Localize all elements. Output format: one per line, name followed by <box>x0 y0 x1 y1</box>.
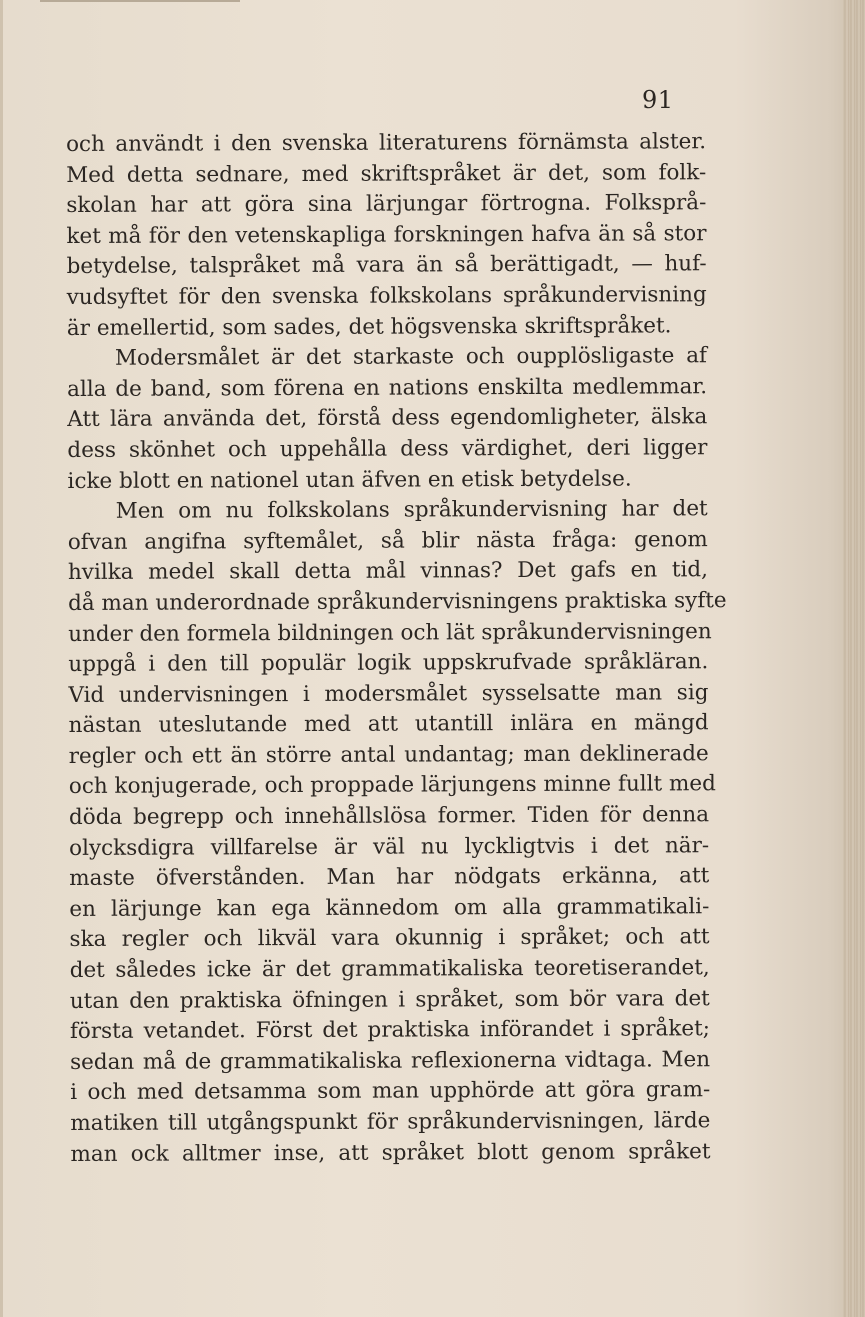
text-line: och konjugerade, och proppade lärjungens minne fullt med <box>68 771 716 800</box>
text-line: det således icke är det grammatikaliska teoretiserandet, <box>69 955 710 984</box>
text-line: hvilka medel skall detta mål vinnas? Det gafs en tid, <box>67 557 708 586</box>
text-line: skolan har att göra sina lärjungar förtrogna. Folksprå- <box>66 190 707 219</box>
text-line: döda begrepp och innehållslösa former. Tiden för denna <box>68 802 710 831</box>
text-line: då man underordnade språkundervisningens praktiska syfte <box>68 588 727 616</box>
text-line: en lärjunge kan ega kännedom om alla grammatikali- <box>69 894 710 922</box>
text-line: Modersmålet är det starkaste och oupplösligaste af <box>114 343 708 371</box>
text-line: i och med detsamma som man upphörde att göra gram- <box>70 1077 711 1106</box>
text-line: dess skönhet och uppehålla dess värdighet, deri ligger <box>67 435 708 463</box>
text-line: uppgå i den till populär logik uppskrufvade språkläran. <box>68 649 709 678</box>
text-line: är emellertid, som sades, det högsvenska skriftspråket. <box>66 312 672 341</box>
text-line: olycksdigra villfarelse är väl nu lyckligtvis i det när- <box>69 832 710 861</box>
text-line: vudsyftet för den svenska folkskolans språkundervisning <box>66 282 707 310</box>
text-line: och användt i den svenska literaturens förnämsta alster. <box>66 129 707 157</box>
text-line: maste öfverstånden. Man har nödgats erkänna, att <box>69 863 710 892</box>
text-line: sedan må de grammatikaliska reflexionerna vidtaga. Men <box>70 1047 711 1075</box>
text-line: betydelse, talspråket må vara än så berättigadt, — huf- <box>66 251 707 280</box>
page-left-edge <box>0 0 3 1317</box>
text-line: nästan uteslutande med att utantill inlära en mängd <box>68 710 709 739</box>
text-line: Att lära använda det, förstå dess egendomligheter, älska <box>67 404 708 433</box>
text-line: regler och ett än större antal undantag; man deklinerade <box>68 741 709 769</box>
text-line: utan den praktiska öfningen i språket, som bör vara det <box>69 985 710 1014</box>
text-line: första vetandet. Först det praktiska införandet i språket; <box>69 1016 710 1045</box>
text-line: alla de band, som förena en nations enskilta medlemmar. <box>67 373 708 402</box>
page-right-edge <box>843 0 865 1317</box>
page-number: 91 <box>642 86 674 114</box>
text-line: man ock alltmer inse, att språket blott genom språket <box>70 1138 711 1167</box>
top-rule <box>40 0 240 2</box>
text-line: ket må för den vetenskapliga forskningen hafva än så stor <box>66 220 707 249</box>
body-text <box>66 127 727 1170</box>
text-line: Men om nu folkskolans språkundervisning har det <box>115 496 708 524</box>
text-line: ofvan angifna syftemålet, så blir nästa fråga: genom <box>67 526 708 555</box>
text-line: icke blott en nationel utan äfven en etisk betydelse. <box>67 466 632 494</box>
text-line: Vid undervisningen i modersmålet sysselsatte man sig <box>68 679 709 708</box>
text-line: matiken till utgångspunkt för språkundervisningen, lärde <box>70 1108 711 1136</box>
text-line: under den formela bildningen och lät språkundervisningen <box>68 618 712 647</box>
text-line: ska regler och likväl vara okunnig i språket; och att <box>69 924 710 953</box>
text-line: Med detta sednare, med skriftspråket är det, som folk- <box>66 159 707 188</box>
